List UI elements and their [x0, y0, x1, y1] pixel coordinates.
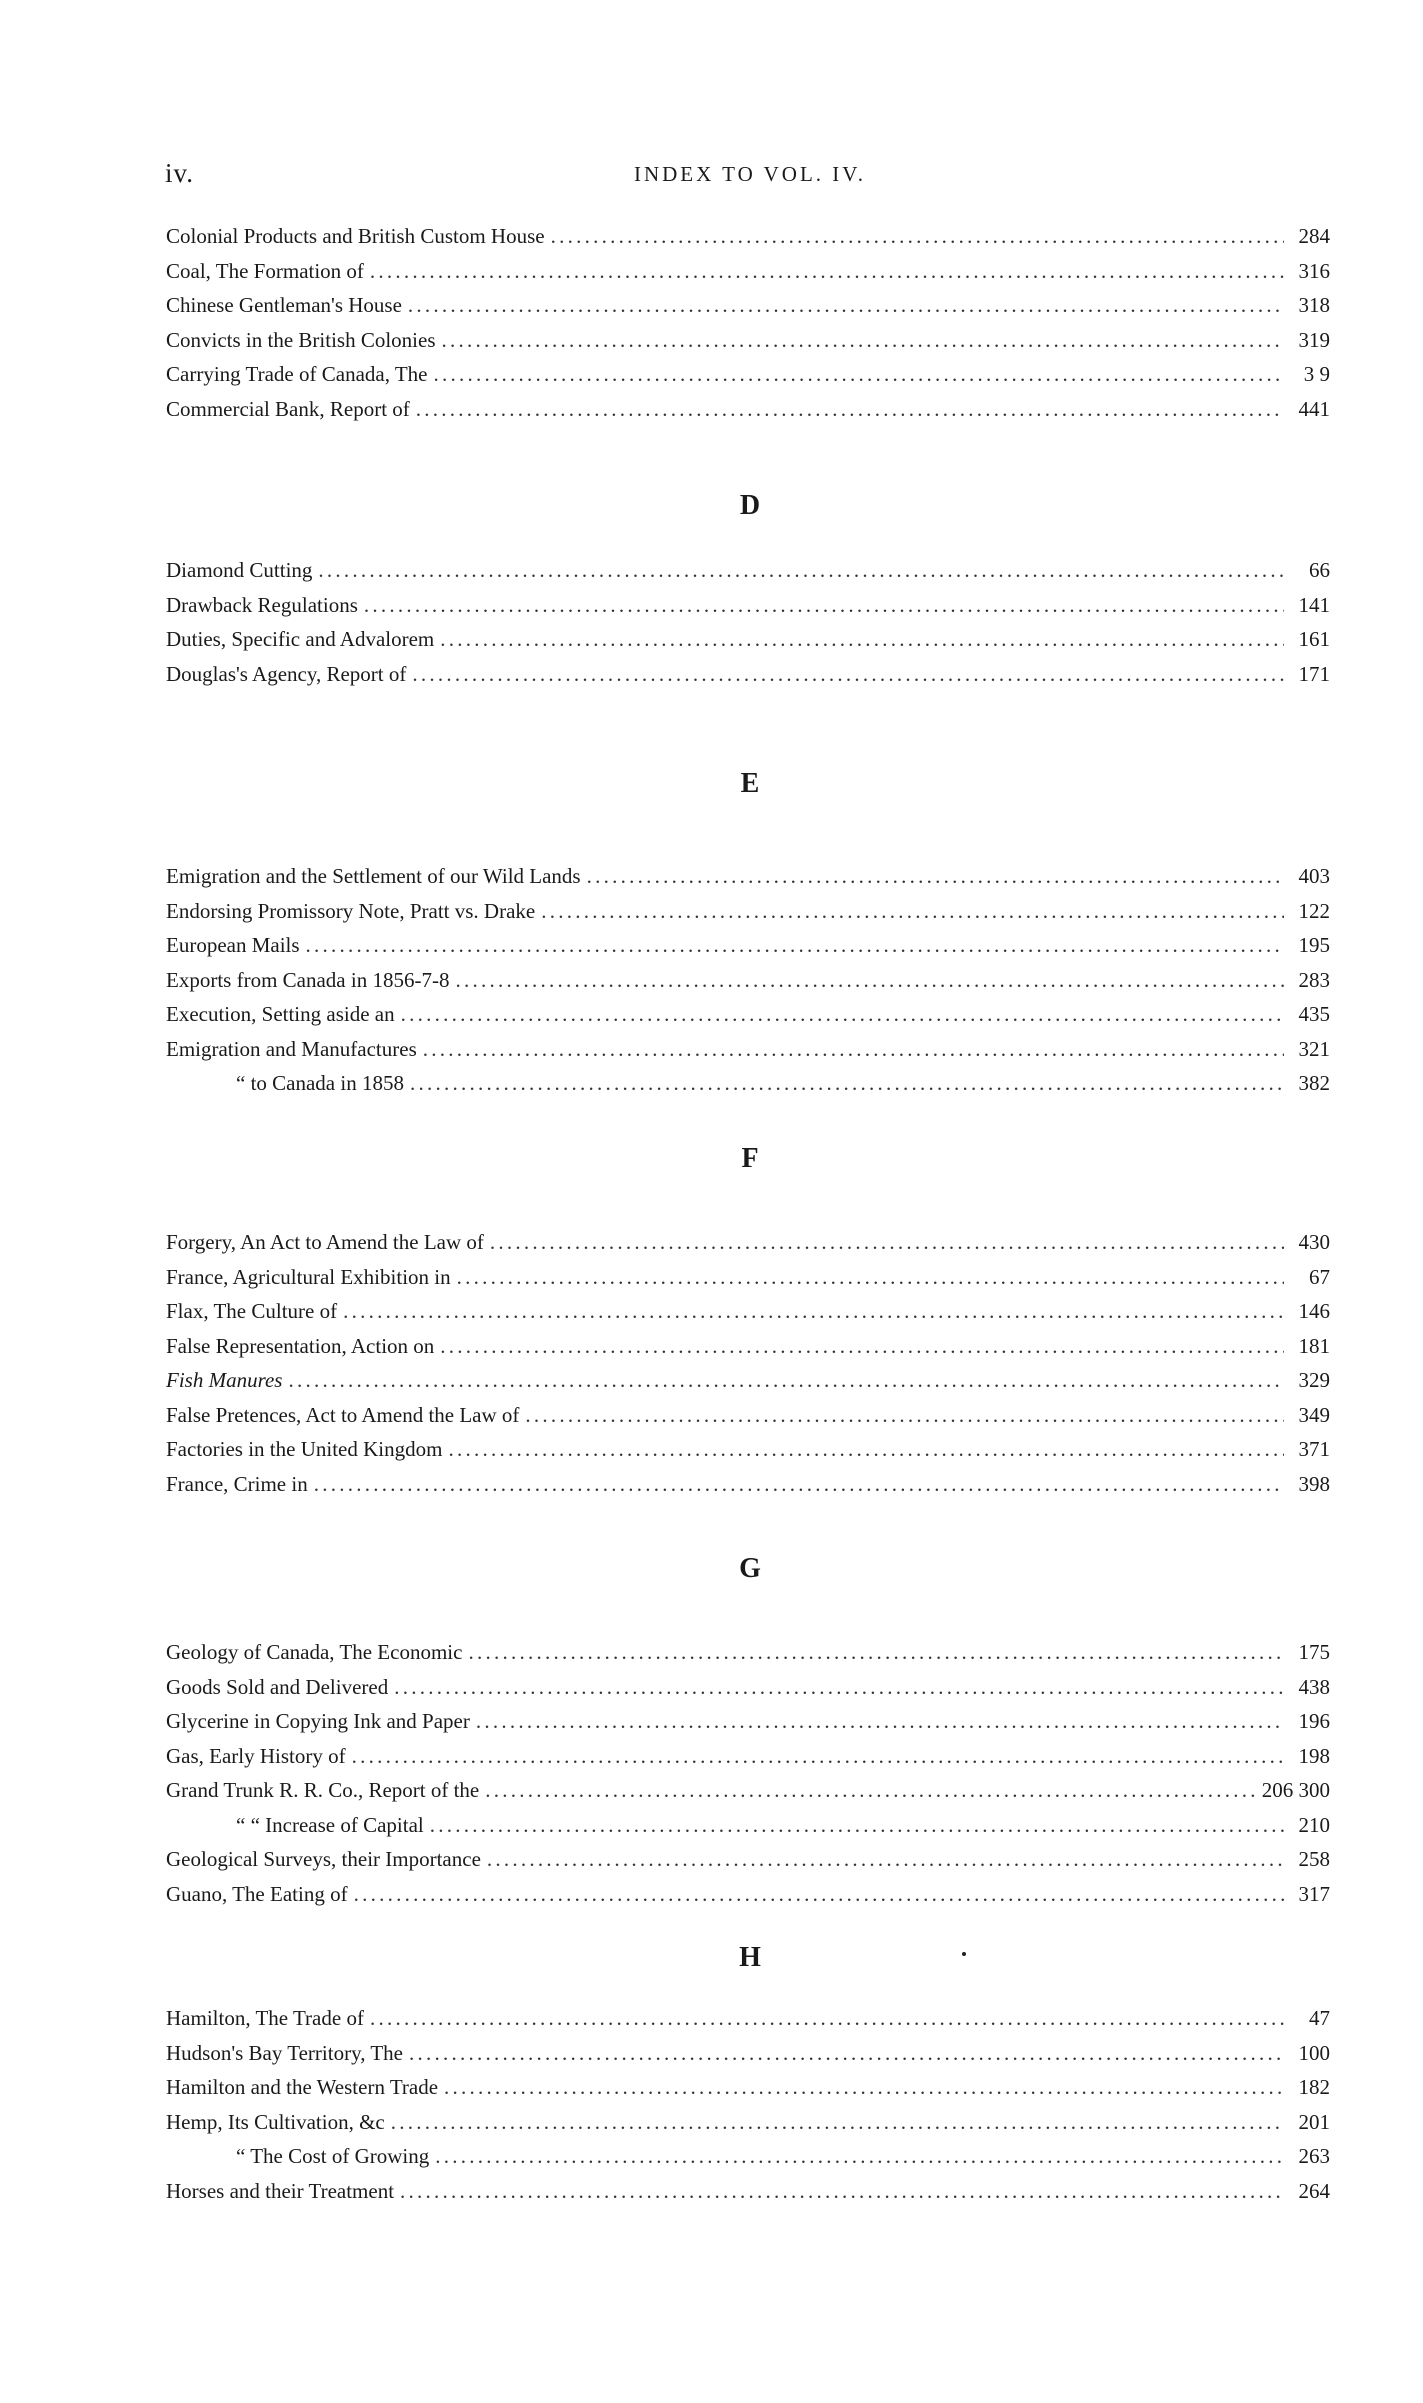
index-entry-sub: [166, 2144, 1330, 2179]
entry-page: 198: [1298, 1743, 1330, 1768]
dot-leader: [440, 1334, 1284, 1359]
entry-page: 146: [1298, 1299, 1330, 1323]
index-entry: [166, 1882, 1330, 1917]
entry-text: Goods Sold and Delivered: [166, 1674, 389, 1699]
index-entry: [166, 1037, 1330, 1072]
entry-page: 319: [1298, 327, 1330, 352]
index-entry: [166, 224, 1330, 259]
entry-text: Commercial Bank, Report of: [166, 396, 410, 421]
dot-leader: [306, 933, 1284, 958]
index-entry: [166, 1437, 1330, 1472]
index-entry: [166, 2006, 1330, 2041]
entry-text: Hudson's Bay Territory, The: [166, 2040, 403, 2065]
index-section-d: [166, 558, 1330, 696]
index-entry: [166, 1640, 1330, 1675]
index-entry: [166, 1778, 1330, 1813]
entry-page: 264: [1298, 2178, 1330, 2203]
entry-page: 318: [1298, 293, 1330, 317]
index-section-g: [166, 1640, 1330, 1916]
entry-page: 382: [1298, 1071, 1330, 1095]
dot-leader: [400, 2179, 1284, 2204]
dot-leader: [435, 2144, 1284, 2169]
entry-page: 329: [1298, 1368, 1330, 1392]
entry-page: 66: [1309, 558, 1330, 582]
index-entry: [166, 1265, 1330, 1300]
entry-page: 141: [1298, 592, 1330, 617]
entry-text: Gas, Early History of: [166, 1743, 346, 1768]
section-letter-e: E: [740, 768, 760, 799]
entry-text: Emigration and Manufactures: [166, 1036, 417, 1061]
index-section-f: [166, 1230, 1330, 1506]
entry-text: Forgery, An Act to Amend the Law of: [166, 1230, 484, 1254]
entry-page: 171: [1298, 661, 1330, 686]
dot-leader: [314, 1472, 1284, 1497]
index-entry: [166, 2075, 1330, 2110]
section-letter-g: G: [739, 1553, 761, 1584]
entry-text: Endorsing Promissory Note, Pratt vs. Drake: [166, 898, 536, 923]
page-number: iv.: [165, 158, 194, 188]
index-entry: [166, 1403, 1330, 1438]
dot-leader: [370, 2006, 1284, 2031]
index-entry: [166, 1472, 1330, 1507]
entry-page: 284: [1298, 224, 1330, 248]
entry-text: Geology of Canada, The Economic: [166, 1640, 463, 1664]
dot-leader: [485, 1778, 1255, 1803]
entry-text: Emigration and the Settlement of our Wild Lands: [166, 864, 581, 888]
entry-page: 403: [1298, 864, 1330, 888]
entry-text: Grand Trunk R. R. Co., Report of the: [166, 1778, 480, 1802]
index-entry: [166, 1334, 1330, 1369]
index-entry: [166, 1744, 1330, 1779]
dot-leader: [433, 362, 1284, 387]
entry-page: 122: [1298, 898, 1330, 923]
entry-text: European Mails: [166, 933, 300, 957]
entry-text: Geological Surveys, their Importance: [166, 1847, 481, 1871]
dot-leader: [587, 864, 1284, 889]
entry-text: Duties, Specific and Advalorem: [166, 627, 435, 651]
entry-text: Fish Manures: [166, 1368, 283, 1392]
running-head: INDEX TO VOL. IV.: [633, 162, 867, 186]
entry-page: 435: [1298, 1002, 1330, 1026]
dot-leader: [410, 1071, 1284, 1096]
index-entry: [166, 662, 1330, 697]
entry-text: Glycerine in Copying Ink and Paper: [166, 1709, 470, 1733]
index-entry-sub: [166, 1813, 1330, 1848]
dot-leader: [343, 1299, 1284, 1324]
entry-text: France, Agricultural Exhibition in: [166, 1264, 451, 1289]
section-letter-f: F: [741, 1143, 759, 1174]
entry-page: 175: [1298, 1640, 1330, 1664]
dot-leader: [288, 1368, 1284, 1393]
dot-leader: [457, 1265, 1284, 1290]
entry-text: Hemp, Its Cultivation, &c: [166, 2109, 385, 2134]
dot-leader: [409, 2041, 1284, 2066]
dot-leader: [401, 1002, 1284, 1027]
index-entry: [166, 397, 1330, 432]
index-entry: [166, 1230, 1330, 1265]
entry-text: Convicts in the British Colonies: [166, 327, 436, 352]
entry-text: Hamilton and the Western Trade: [166, 2075, 439, 2099]
entry-page: 258: [1298, 1847, 1330, 1871]
dot-leader: [490, 1230, 1284, 1255]
entry-text: “ to Canada in 1858: [236, 1071, 404, 1095]
dot-leader: [525, 1403, 1284, 1428]
index-entry: [166, 259, 1330, 294]
entry-page: 3 9: [1303, 362, 1330, 386]
dot-leader: [394, 1675, 1284, 1700]
entry-text: Chinese Gentleman's House: [166, 293, 402, 317]
section-letter-h: H: [739, 1942, 761, 1973]
entry-page: 100: [1298, 2040, 1330, 2065]
entry-page: 438: [1298, 1674, 1330, 1699]
entry-text: Flax, The Culture of: [166, 1299, 338, 1323]
entry-page: 67: [1309, 1264, 1330, 1289]
entry-page: 47: [1309, 2006, 1330, 2030]
entry-page: 181: [1298, 1333, 1330, 1358]
entry-text: “ The Cost of Growing: [236, 2144, 430, 2168]
dot-leader: [468, 1640, 1284, 1665]
index-entry: [166, 933, 1330, 968]
index-entry: [166, 362, 1330, 397]
index-entry: [166, 593, 1330, 628]
dot-leader: [442, 328, 1284, 353]
index-entry: [166, 1709, 1330, 1744]
entry-page: 210: [1298, 1812, 1330, 1837]
dot-leader: [444, 2075, 1284, 2100]
index-section-c: [166, 224, 1330, 431]
dot-leader: [476, 1709, 1284, 1734]
entry-text: Douglas's Agency, Report of: [166, 661, 407, 686]
index-entry: [166, 2110, 1330, 2145]
entry-page: 441: [1298, 396, 1330, 421]
dot-leader: [541, 899, 1284, 924]
index-section-h: [166, 2006, 1330, 2213]
entry-page: 195: [1298, 933, 1330, 957]
dot-leader: [487, 1847, 1284, 1872]
entry-page: 321: [1298, 1036, 1330, 1061]
entry-page: 263: [1298, 2144, 1330, 2168]
index-entry: [166, 968, 1330, 1003]
entry-page: 196: [1298, 1709, 1330, 1733]
entry-page: 182: [1298, 2075, 1330, 2099]
entry-page: 201: [1298, 2109, 1330, 2134]
entry-text: “ “ Increase of Capital: [236, 1812, 424, 1837]
dot-leader: [455, 968, 1284, 993]
entry-page: 316: [1298, 258, 1330, 283]
index-entry: [166, 1002, 1330, 1037]
dot-leader: [354, 1882, 1284, 1907]
entry-page: 161: [1298, 627, 1330, 651]
entry-text: Coal, The Formation of: [166, 258, 364, 283]
entry-page: 317: [1298, 1881, 1330, 1906]
dot-leader: [408, 293, 1284, 318]
index-entry: [166, 1368, 1330, 1403]
entry-text: Horses and their Treatment: [166, 2178, 395, 2203]
entry-page: 206 300: [1261, 1778, 1330, 1802]
entry-text: Guano, The Eating of: [166, 1881, 348, 1906]
entry-text: Drawback Regulations: [166, 592, 358, 617]
dot-leader: [430, 1813, 1284, 1838]
index-entry: [166, 864, 1330, 899]
index-entry: [166, 2179, 1330, 2214]
entry-page: 349: [1298, 1402, 1330, 1427]
index-entry: [166, 1299, 1330, 1334]
index-entry: [166, 328, 1330, 363]
index-entry: [166, 293, 1330, 328]
dot-leader: [352, 1744, 1284, 1769]
index-entry: [166, 2041, 1330, 2076]
section-letter-d: D: [739, 490, 761, 521]
dot-leader: [412, 662, 1284, 687]
entry-page: 398: [1298, 1471, 1330, 1496]
entry-page: 371: [1298, 1437, 1330, 1461]
entry-text: Factories in the United Kingdom: [166, 1437, 443, 1461]
entry-text: Carrying Trade of Canada, The: [166, 362, 428, 386]
dot-leader: [423, 1037, 1284, 1062]
dot-leader: [391, 2110, 1284, 2135]
entry-page: 283: [1298, 967, 1330, 992]
entry-text: Execution, Setting aside an: [166, 1002, 395, 1026]
dot-leader: [370, 259, 1284, 284]
entry-text: False Pretences, Act to Amend the Law of: [166, 1402, 520, 1427]
entry-text: Exports from Canada in 1856-7-8: [166, 967, 450, 992]
index-entry: [166, 899, 1330, 934]
index-entry: [166, 627, 1330, 662]
entry-text: Hamilton, The Trade of: [166, 2006, 364, 2030]
index-entry: [166, 558, 1330, 593]
index-entry-sub: [166, 1071, 1330, 1106]
dot-leader: [448, 1437, 1284, 1462]
entry-page: 430: [1298, 1230, 1330, 1254]
entry-text: Colonial Products and British Custom House: [166, 224, 545, 248]
index-entry: [166, 1847, 1330, 1882]
dot-leader: [364, 593, 1284, 618]
dot-leader: [318, 558, 1284, 583]
entry-text: False Representation, Action on: [166, 1333, 435, 1358]
entry-text: Diamond Cutting: [166, 558, 313, 582]
dot-leader: [551, 224, 1284, 249]
entry-text: France, Crime in: [166, 1471, 308, 1496]
dot-leader: [416, 397, 1284, 422]
index-entry: [166, 1675, 1330, 1710]
index-section-e: [166, 864, 1330, 1106]
dot-leader: [440, 627, 1284, 652]
